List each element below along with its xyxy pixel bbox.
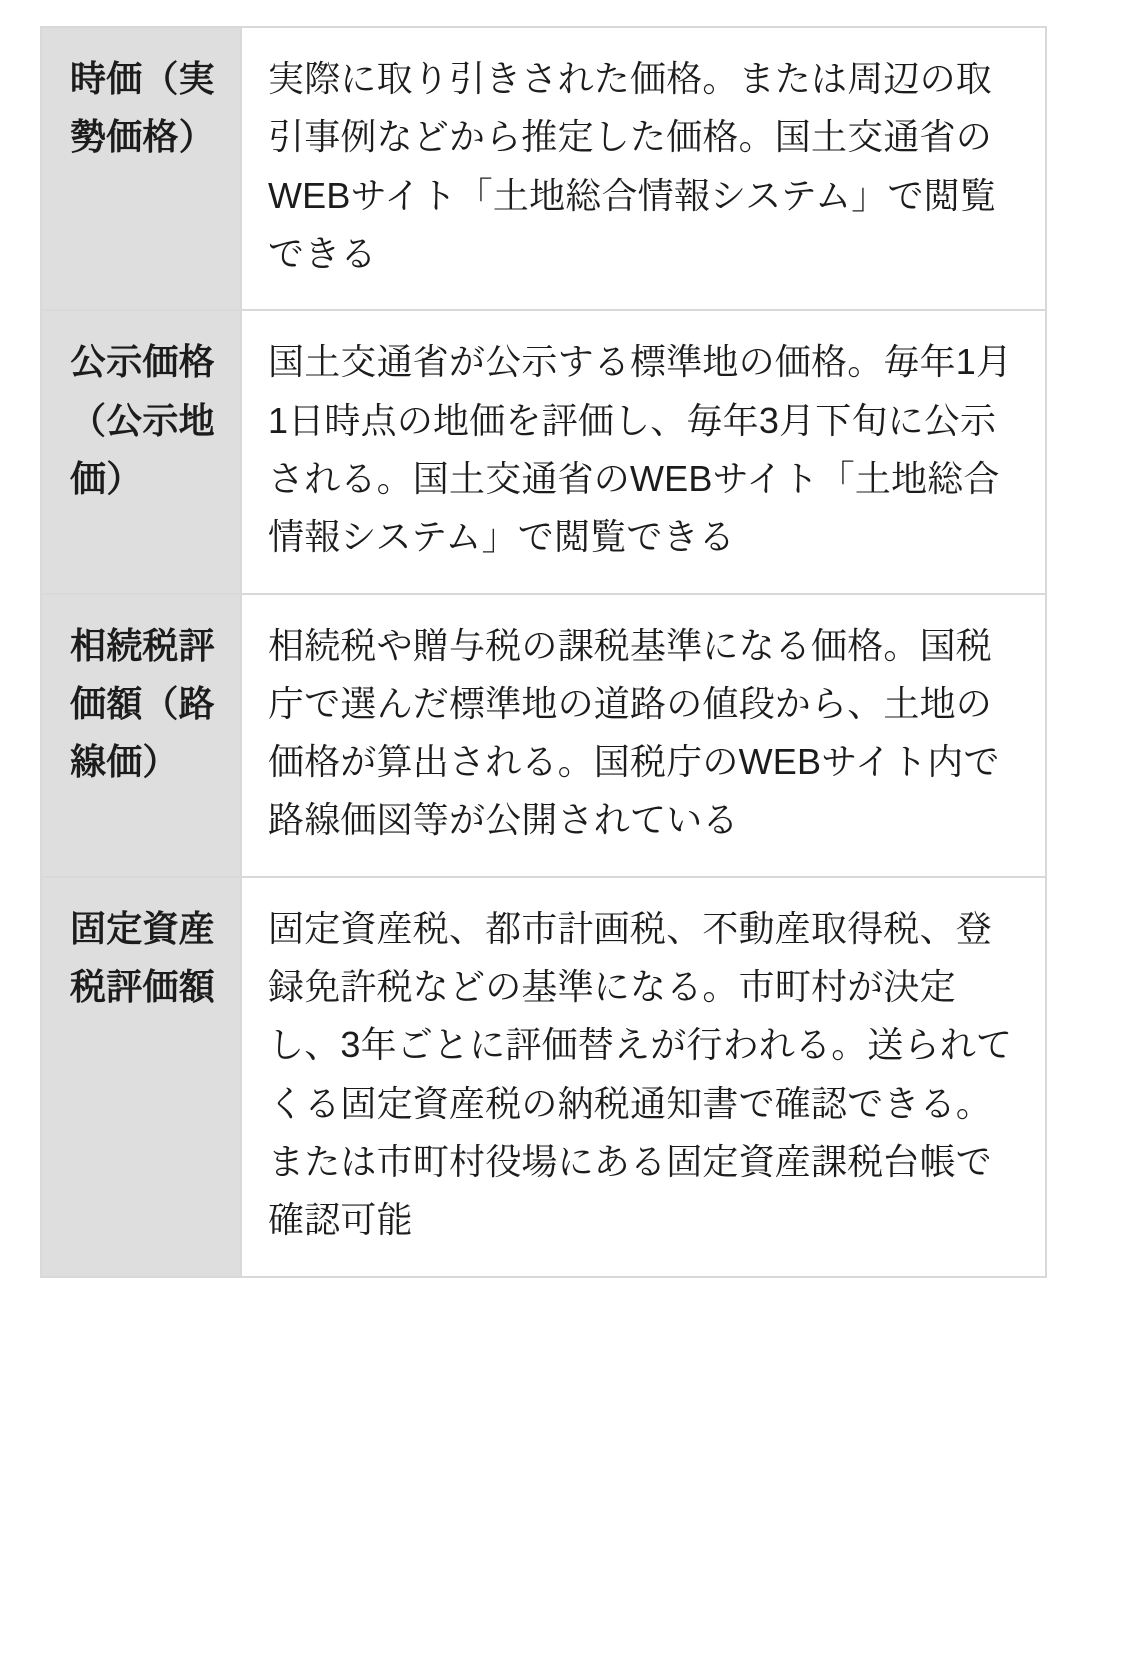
table-row: [41, 310, 1046, 593]
row-description: 固定資産税、都市計画税、不動産取得税、登録免許税などの基準になる。市町村が決定し、3年ごとに評価替えが行われる。送られてくる固定資産税の納税通知書で確認できる。または市町村役場にある固定資産課税台帳で確認可能: [241, 877, 1046, 1277]
row-label: 公示価格（公示地価）: [41, 310, 241, 593]
row-description: 実際に取り引きされた価格。または周辺の取引事例などから推定した価格。国土交通省のWEBサイト「土地総合情報システム」で閲覧できる: [241, 27, 1046, 310]
land-price-types-table: [40, 26, 1047, 1278]
table-row: [41, 27, 1046, 310]
row-label: 時価（実勢価格）: [41, 27, 241, 310]
row-label: 相続税評価額（路線価）: [41, 594, 241, 877]
table-row: [41, 877, 1046, 1277]
row-description: 国土交通省が公示する標準地の価格。毎年1月1日時点の地価を評価し、毎年3月下旬に公示される。国土交通省のWEBサイト「土地総合情報システム」で閲覧できる: [241, 310, 1046, 593]
row-description: 相続税や贈与税の課税基準になる価格。国税庁で選んだ標準地の道路の値段から、土地の価格が算出される。国税庁のWEBサイト内で路線価図等が公開されている: [241, 594, 1046, 877]
table-row: [41, 594, 1046, 877]
row-label: 固定資産税評価額: [41, 877, 241, 1277]
